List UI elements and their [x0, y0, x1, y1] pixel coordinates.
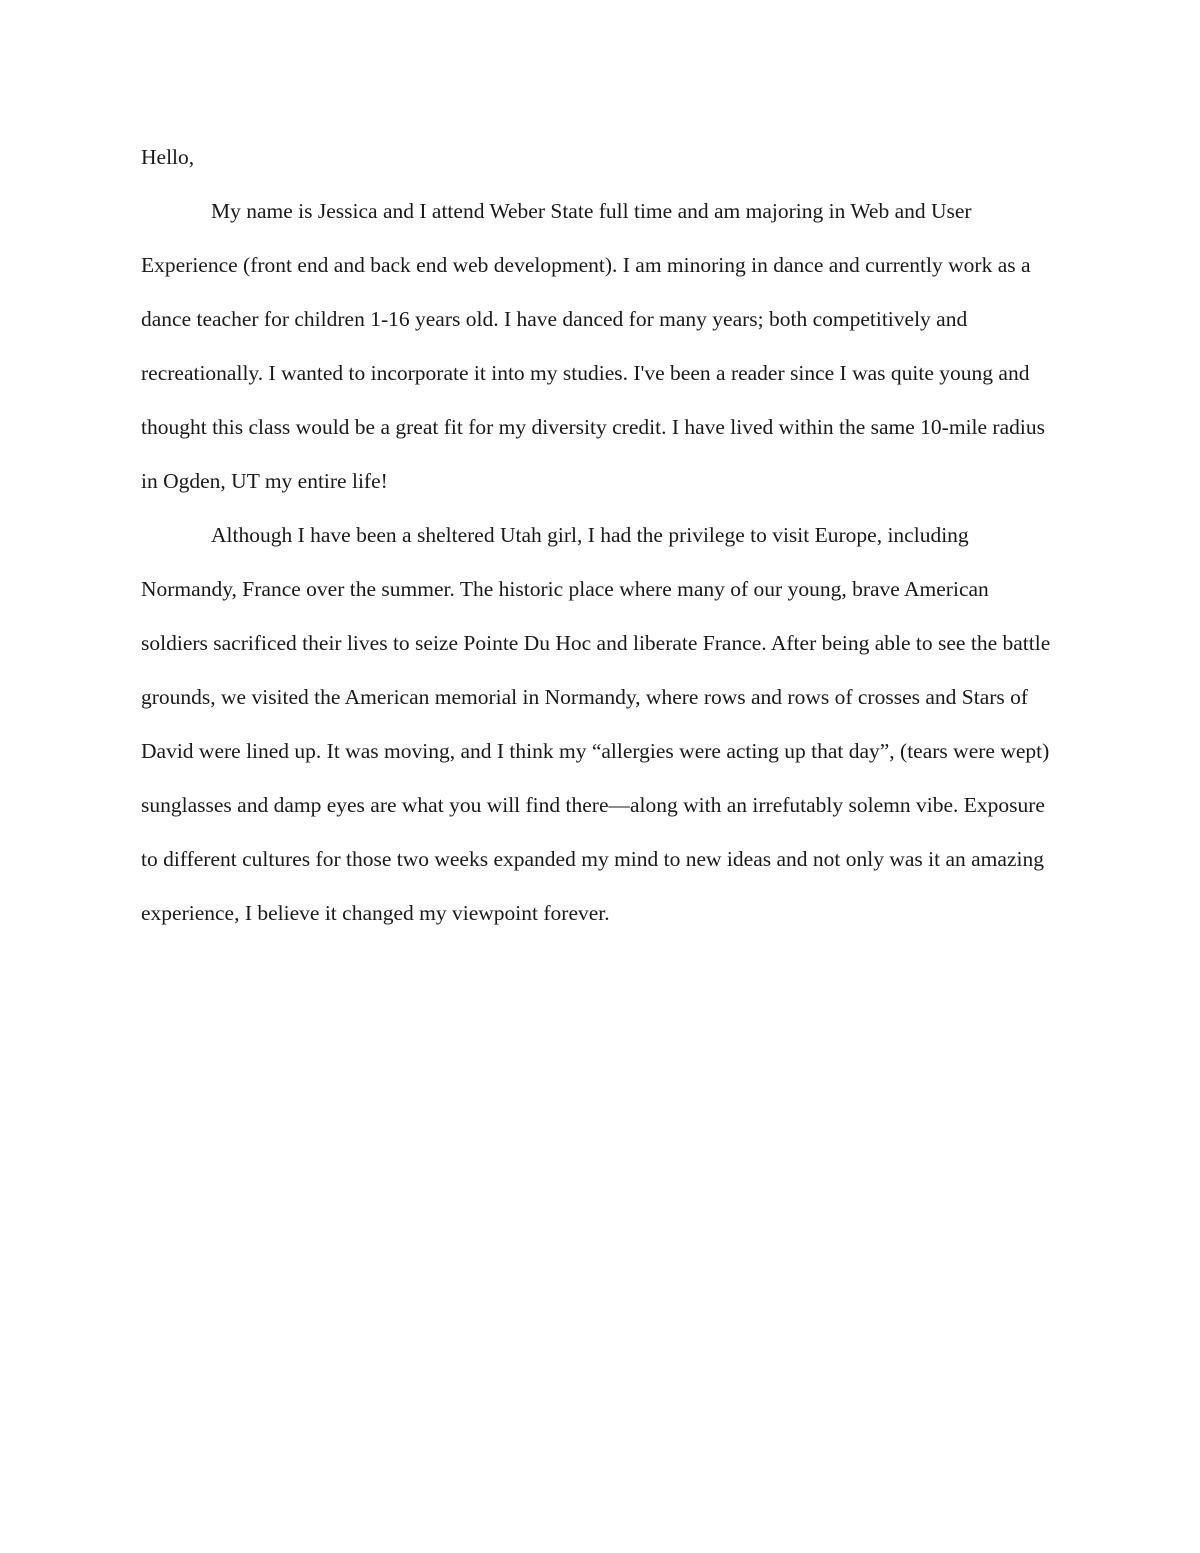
paragraph-intro: My name is Jessica and I attend Weber State full time and am majoring in Web and User Experience (front end and back end web development). I am minoring in dance and currently work as a dance teacher for children 1-16 years old. I have danced for many years; both competitively and recreationally. I wanted to incorporate it into my studies. I've been a reader since I was quite young and thought this class would be a great fit for my diversity credit. I have lived within the same 10-mile radius in Ogden, UT my entire life!: [141, 199, 1045, 493]
document-body: [141, 130, 1061, 940]
greeting: Hello,: [141, 145, 195, 169]
paragraph-europe-trip: Although I have been a sheltered Utah girl, I had the privilege to visit Europe, including Normandy, France over the summer. The historic place where many of our young, brave American soldiers sacrificed their lives to seize Pointe Du Hoc and liberate France. After being able to see the battle grounds, we visited the American memorial in Normandy, where rows and rows of crosses and Stars of David were lined up. It was moving, and I think my “allergies were acting up that day”, (tears were wept) sunglasses and damp eyes are what you will find there—along with an irrefutably solemn vibe. Exposure to different cultures for those two weeks expanded my mind to new ideas and not only was it an amazing experience, I believe it changed my viewpoint forever.: [141, 523, 1051, 925]
